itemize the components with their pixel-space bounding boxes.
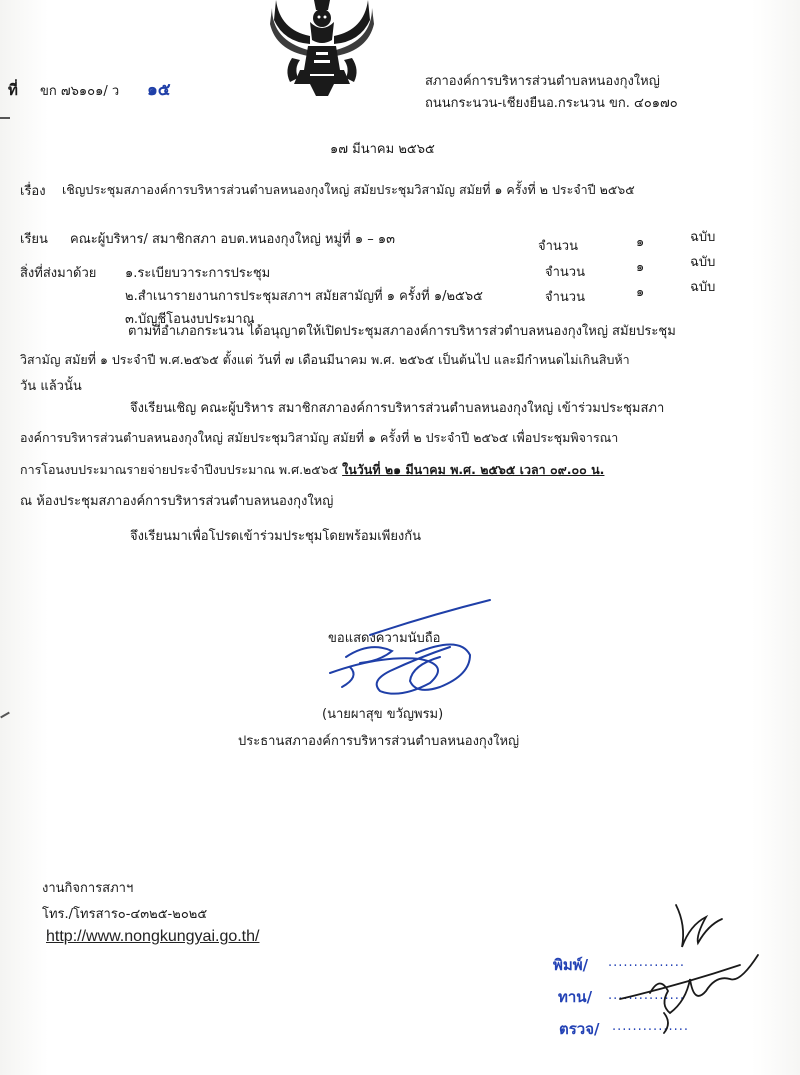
doc-number-handwritten: ๑๕ xyxy=(147,80,171,100)
stamp-checked-dots: ............... xyxy=(608,988,685,1003)
stamp-verified-label: ตรวจ/ xyxy=(559,1020,600,1038)
enclosure-item: ๒.สำเนารายงานการประชุมสภาฯ สมัยสามัญที่ ๑ ครั้งที่ ๑/๒๕๖๕ xyxy=(125,289,483,304)
body-text-line xyxy=(20,460,604,480)
enclosure-qty-label: จำนวน xyxy=(545,290,585,305)
enclosure-unit: ฉบับ xyxy=(690,230,716,245)
enclosure-qty-value: ๑ xyxy=(636,235,645,250)
footer-website-link[interactable]: http://www.nongkungyai.go.th/ xyxy=(46,928,260,945)
handwritten-signature xyxy=(320,595,500,705)
enclosure-qty-label: จำนวน xyxy=(545,265,585,280)
stamp-checked-label: ทาน/ xyxy=(558,988,593,1006)
enclosure-item: ๓.บัญชีโอนงบประมาณ xyxy=(125,312,255,327)
stamp-verified-dots: ............... xyxy=(612,1019,689,1034)
body-text: ณ ห้องประชุมสภาองค์การบริหารส่วนตำบลหนองกุงใหญ่ xyxy=(20,494,334,509)
garuda-emblem-icon xyxy=(270,0,374,96)
body-text: การโอนงบประมาณรายจ่ายประจำปีงบประมาณ พ.ศ.๒๕๖๕ xyxy=(20,462,343,477)
body-text: องค์การบริหารส่วนตำบลหนองกุงใหญ่ สมัยประชุมวิสามัญ สมัยที่ ๑ ครั้งที่ ๒ ประจำปี ๒๕๖๕ เพื่อประชุมพิจารณา xyxy=(20,430,619,445)
subject-label: เรื่อง xyxy=(20,184,46,199)
meeting-datetime: ในวันที่ ๒๑ มีนาคม พ.ศ. ๒๕๖๕ เวลา ๐๙.๐๐ น. xyxy=(342,462,605,477)
stamp-typed-label: พิมพ์/ xyxy=(553,956,589,974)
subject-text: เชิญประชุมสภาองค์การบริหารส่วนตำบลหนองกุงใหญ่ สมัยประชุมวิสามัญ สมัยที่ ๑ ครั้งที่ ๒ ประจำปี ๒๕๖๕ xyxy=(62,182,635,197)
body-text: จึงเรียนเชิญ คณะผู้บริหาร สมาชิกสภาองค์การบริหารส่วนตำบลหนองกุงใหญ่ เข้าร่วมประชุมสภา xyxy=(130,401,665,416)
edge-mark xyxy=(0,117,10,119)
signer-position: ประธานสภาองค์การบริหารส่วนตำบลหนองกุงใหญ่ xyxy=(238,734,520,749)
doc-number-label: ที่ xyxy=(8,81,18,99)
closing-salutation: ขอแสดงความนับถือ xyxy=(328,631,441,646)
to-label: เรียน xyxy=(20,232,48,247)
enclosure-qty-label: จำนวน xyxy=(538,239,578,254)
body-text: วิสามัญ สมัยที่ ๑ ประจำปี พ.ศ.๒๕๖๕ ตั้งแต่ วันที่ ๗ เดือนมีนาคม พ.ศ. ๒๕๖๕ เป็นต้นไป และมีกำหนดไม่เกินสิบห้า xyxy=(20,352,630,367)
footer-department: งานกิจการสภาฯ xyxy=(42,881,134,896)
org-address: ถนนกระนวน-เชียงยืนอ.กระนวน ขก. ๔๐๑๗๐ xyxy=(425,96,678,111)
to-text: คณะผู้บริหาร/ สมาชิกสภา อบต.หนองกุงใหญ่ หมู่ที่ ๑ – ๑๓ xyxy=(70,232,395,247)
signer-name: (นายผาสุข ขวัญพรม) xyxy=(322,707,444,722)
doc-number: ขก ๗๖๑๐๑/ ว xyxy=(40,84,120,99)
approval-initials xyxy=(590,895,790,1045)
enclosures-label: สิ่งที่ส่งมาด้วย xyxy=(20,266,97,281)
enclosure-unit: ฉบับ xyxy=(690,280,716,295)
enclosure-unit: ฉบับ xyxy=(690,255,716,270)
enclosure-qty-value: ๑ xyxy=(636,260,645,275)
closing-request: จึงเรียนมาเพื่อโปรดเข้าร่วมประชุมโดยพร้อมเพียงกัน xyxy=(130,529,422,544)
footer-phone: โทร./โทรสาร๐-๔๓๒๕-๒๐๒๕ xyxy=(42,907,208,922)
letter-date: ๑๗ มีนาคม ๒๕๖๕ xyxy=(330,142,435,157)
enclosure-item: ๑.ระเบียบวาระการประชุม xyxy=(125,266,271,281)
body-text: ตามที่อำเภอกระนวน ได้อนุญาตให้เปิดประชุมสภาองค์การบริหารส่วตำบลหนองกุงใหญ่ สมัยประชุม xyxy=(128,324,676,339)
stamp-typed-dots: ............... xyxy=(608,955,685,970)
org-name: สภาองค์การบริหารส่วนตำบลหนองกุงใหญ่ xyxy=(425,74,660,89)
enclosure-qty-value: ๑ xyxy=(636,285,645,300)
body-text: วัน แล้วนั้น xyxy=(20,379,82,394)
